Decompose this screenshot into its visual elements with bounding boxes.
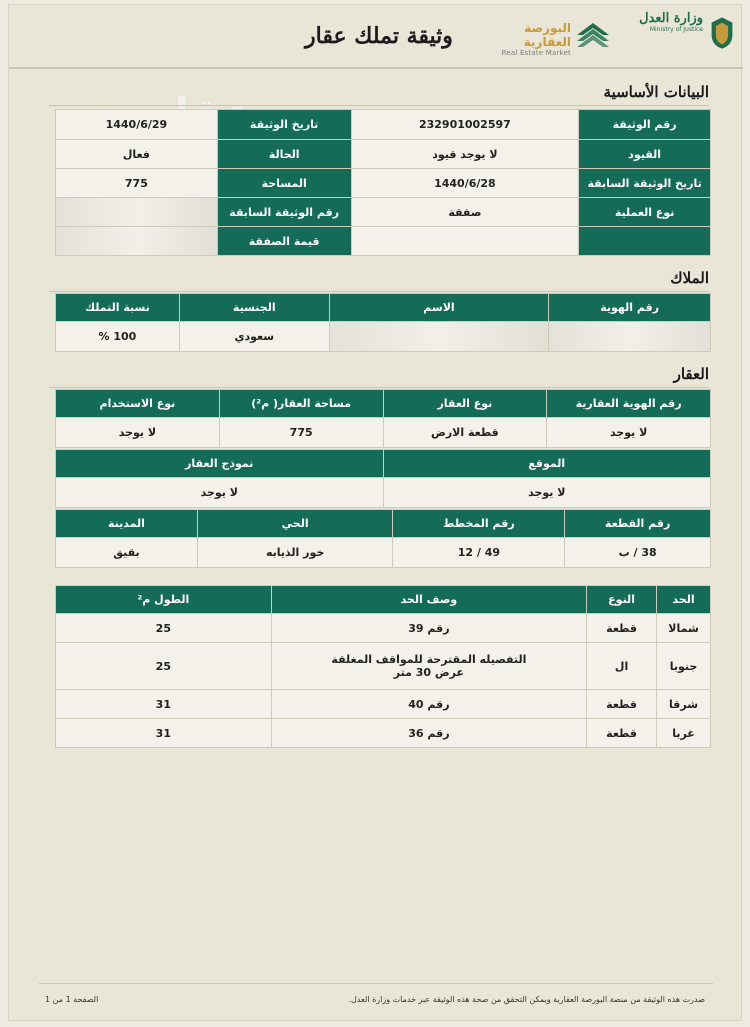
deal-value-value: [56, 227, 218, 256]
prev-doc-number-value: [56, 198, 218, 227]
table-row: [56, 614, 711, 643]
owner-share-value: 100 %: [56, 322, 180, 352]
property-type-header: نوع العقار: [383, 390, 547, 418]
empty-label-cell: [579, 227, 711, 256]
bound-desc-line-1: التفصيله المقترحة للمواقف المغلقة: [331, 653, 527, 666]
bound-side: غربا: [657, 719, 711, 748]
property-area-header: مساحة العقار( م²): [219, 390, 383, 418]
footer-note: صدرت هذه الوثيقة من منصة البورصة العقارية ويمكن التحقق من صحة هذه الوثيقة عبر خدمات وزارة العدل.: [348, 995, 705, 1004]
prev-doc-date-label: تاريخ الوثيقة السابقة: [579, 169, 711, 198]
property-type-value: قطعة الارض: [383, 418, 547, 448]
bound-desc: [271, 643, 586, 690]
empty-value-cell: [351, 227, 579, 256]
district-value: خور الذيابه: [197, 538, 393, 568]
divider: [49, 105, 709, 106]
doc-date-label: تاريخ الوثيقة: [217, 110, 351, 140]
doc-number-value: 232901002597: [351, 110, 579, 140]
district-header: الحي: [197, 510, 393, 538]
bound-length: 25: [56, 614, 272, 643]
document-header: [9, 5, 743, 69]
bound-side: جنوبا: [657, 643, 711, 690]
usage-type-header: نوع الاستخدام: [56, 390, 220, 418]
usage-type-value: لا يوجد: [56, 418, 220, 448]
area-value: 775: [56, 169, 218, 198]
footer-divider: [39, 983, 713, 984]
bound-side: شمالا: [657, 614, 711, 643]
owner-nationality-header: الجنسية: [179, 294, 329, 322]
plan-number-value: 49 / 12: [393, 538, 565, 568]
bound-type: قطعة: [587, 614, 657, 643]
bound-type: قطعة: [587, 690, 657, 719]
bound-length-header: الطول م²: [56, 586, 272, 614]
area-label: المساحة: [217, 169, 351, 198]
doc-date-value: 1440/6/29: [56, 110, 218, 140]
owner-id-header: رقم الهوية: [549, 294, 711, 322]
basic-data-title: البيانات الأساسية: [603, 83, 709, 101]
city-value: بقيق: [56, 538, 198, 568]
page-number: الصفحة 1 من 1: [45, 995, 99, 1004]
bound-desc-header: وصف الحد: [271, 586, 586, 614]
property-table-2: [55, 449, 711, 508]
bound-side-header: الحد: [657, 586, 711, 614]
status-value: فعال: [56, 140, 218, 169]
bound-length: 25: [56, 643, 272, 690]
location-header: الموقع: [383, 450, 711, 478]
table-row: [56, 643, 711, 690]
property-model-header: نموذج العقار: [56, 450, 384, 478]
basic-data-table: [55, 109, 711, 256]
document-title: وثيقة تملك عقار: [305, 23, 453, 49]
owner-nationality-value: سعودي: [179, 322, 329, 352]
property-id-value: لا يوجد: [547, 418, 711, 448]
property-table-1: [55, 389, 711, 448]
divider: [49, 291, 709, 292]
table-row: [56, 690, 711, 719]
plan-number-header: رقم المخطط: [393, 510, 565, 538]
city-header: المدينة: [56, 510, 198, 538]
bounds-table: [55, 585, 711, 748]
status-label: الحالة: [217, 140, 351, 169]
owner-name-header: الاسم: [329, 294, 549, 322]
property-area-value: 775: [219, 418, 383, 448]
bound-length: 31: [56, 719, 272, 748]
owner-id-value: [549, 322, 711, 352]
bound-type: ال: [587, 643, 657, 690]
bound-type: قطعة: [587, 719, 657, 748]
bound-desc-line-2: عرض 30 متر: [393, 666, 465, 679]
owner-share-header: نسبة التملك: [56, 294, 180, 322]
bound-desc: رقم 39: [271, 614, 586, 643]
operation-type-label: نوع العملية: [579, 198, 711, 227]
bound-desc: رقم 40: [271, 690, 586, 719]
plot-number-value: 38 / ب: [565, 538, 711, 568]
prev-doc-date-value: 1440/6/28: [351, 169, 579, 198]
deal-value-label: قيمة الصفقة: [217, 227, 351, 256]
real-estate-market-mark-icon: [573, 13, 613, 53]
bound-type-header: النوع: [587, 586, 657, 614]
location-value: لا يوجد: [383, 478, 711, 508]
property-table-3: [55, 509, 711, 568]
owner-name-value: [329, 322, 549, 352]
restrictions-label: القيود: [579, 140, 711, 169]
bound-side: شرقا: [657, 690, 711, 719]
real-estate-market-logo: البورصة العقارية Real Estate Market: [501, 21, 571, 57]
property-model-value: لا يوجد: [56, 478, 384, 508]
doc-number-label: رقم الوثيقة: [579, 110, 711, 140]
ministry-emblem-icon: [709, 15, 735, 51]
prev-doc-number-label: رقم الوثيقة السابقة: [217, 198, 351, 227]
owners-title: الملاك: [670, 269, 709, 287]
operation-type-value: صفقة: [351, 198, 579, 227]
restrictions-value: لا يوجد قيود: [351, 140, 579, 169]
bound-length: 31: [56, 690, 272, 719]
owners-table: [55, 293, 711, 352]
ministry-of-justice-logo: وزارة العدل Ministry of Justice: [639, 11, 703, 33]
document-page: [8, 4, 742, 1021]
bound-desc: رقم 36: [271, 719, 586, 748]
property-title: العقار: [673, 365, 709, 383]
plot-number-header: رقم القطعة: [565, 510, 711, 538]
divider: [49, 387, 709, 388]
property-id-header: رقم الهوية العقارية: [547, 390, 711, 418]
table-row: [56, 719, 711, 748]
